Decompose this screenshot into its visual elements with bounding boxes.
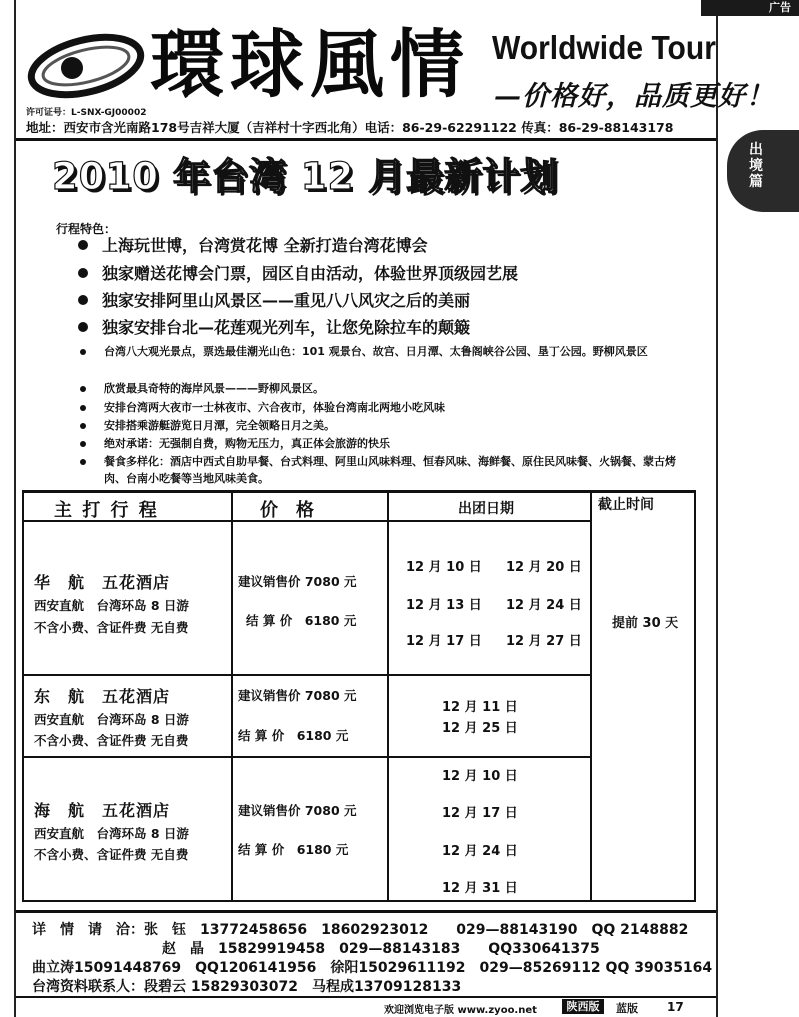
route-detail: 西安直航 台湾环岛 8 日游 [34,712,189,727]
feature-minor-item: 餐食多样化：酒店中西式自助早餐、台式料理、阿里山风味料理、恒春风味、海鲜餐、原住民风味餐、火锅餐、蒙古烤肉、台南小吃餐等当地风味美食。 [80,453,680,487]
bullet-icon [78,240,88,250]
bullet-icon [80,459,86,465]
booking-deadline: 提前 30 天 [612,616,679,631]
bullet-icon [80,349,86,355]
departure-date: 12 月 24 日 [442,844,518,859]
feature-minor-item: 欣赏最具奇特的海岸风景———野柳风景区。 [80,380,680,397]
footer-divider [16,996,716,998]
page-number: 17 [667,1000,684,1014]
feature-minor-item: 台湾八大观光景点，票选最佳潮光山色：101 观景台、故宫、日月潭、太鲁阁峡谷公园、垦丁公园。野柳风景区 [80,343,680,360]
price-settlement: 结 算 价 6180 元 [238,728,349,743]
table-header-dates: 出团日期 [458,501,514,517]
contact-line: 赵 晶 15829919458 029—88143183 QQ330641375 [162,941,600,957]
bullet-icon [80,386,86,392]
table-header-deadline: 截止时间 [598,497,654,513]
header-divider [16,138,716,141]
price-settlement: 结 算 价 6180 元 [246,613,357,628]
table-row-divider [22,756,592,758]
bullet-icon [78,268,88,278]
feature-major-item: 独家安排阿里山风景区——重见八八风灾之后的美丽 [78,291,470,311]
departure-date: 12 月 17 日 [442,806,518,821]
route-name: 华 航 五花酒店 [34,573,171,592]
route-detail: 不含小费、含证件费 无自费 [34,847,189,862]
bullet-icon [78,295,88,305]
footer-edition-box: 陕西版 [562,999,604,1014]
departure-date: 12 月 31 日 [442,881,518,896]
feature-minor-item: 安排台湾两大夜市一士林夜市、六合夜市，体验台湾南北两地小吃风味 [80,399,680,416]
bullet-icon [80,405,86,411]
departure-date: 12 月 10 日 [406,560,482,575]
route-detail: 不含小费、含证件费 无自费 [34,733,189,748]
brand-name-cn: 環球風情 [150,22,470,108]
footer-edition: 蓝版 [616,1002,638,1015]
page-border-left [14,0,16,1017]
price-suggested: 建议销售价 7080 元 [238,574,357,589]
contact-line: 曲立涛15091448769 QQ1206141956 徐阳15029611192 029—85269112 QQ 39035164 [32,960,713,976]
route-name: 东 航 五花酒店 [34,687,171,706]
bullet-icon [78,322,88,332]
departure-date: 12 月 20 日 [506,560,582,575]
table-header-price: 价 格 [260,500,314,521]
table-top-border [22,490,696,493]
brand-slogan: —价格好，品质更好！ [494,81,774,112]
route-name: 海 航 五花酒店 [34,801,171,820]
table-column-divider [590,490,592,902]
table-column-divider [231,490,233,902]
page-title: 2010 年台湾 12 月最新计划 [52,155,559,198]
contact-line: 台湾资料联系人：段碧云 15829303072 马程成13709128133 [32,979,462,995]
table-column-divider [387,490,389,902]
departure-date: 12 月 11 日 [442,700,518,715]
table-right-border [694,490,696,902]
company-address: 地址：西安市含光南路178号吉祥大厦（吉祥村十字西北角）电话：86-29-62291122 传真：86-29-88143178 [26,120,674,135]
departure-date: 12 月 13 日 [406,598,482,613]
brand-name-en: Worldwide Tour [492,30,716,67]
feature-major-item: 独家安排台北—花莲观光列车，让您免除拉车的颠簸 [78,318,470,338]
price-suggested: 建议销售价 7080 元 [238,803,357,818]
contact-line: 详 情 请 洽：张 钰 13772458656 18602923012 029—88143190 QQ 2148882 [32,922,689,938]
footer-website: 欢迎浏览电子版 www.zyoo.net [384,1005,537,1016]
contact-divider [16,910,716,913]
feature-major-item: 独家赠送花博会门票，园区自由活动，体验世界顶级园艺展 [78,264,518,284]
departure-date: 12 月 25 日 [442,721,518,736]
price-settlement: 结 算 价 6180 元 [238,842,349,857]
feature-minor-item: 绝对承诺：无强制自费，购物无压力，真正体会旅游的快乐 [80,435,680,452]
route-detail: 西安直航 台湾环岛 8 日游 [34,598,189,613]
table-left-border [22,490,24,902]
bullet-icon [80,441,86,447]
feature-minor-item: 安排搭乘游艇游览日月潭，完全领略日月之美。 [80,417,680,434]
price-suggested: 建议销售价 7080 元 [238,688,357,703]
license-number: 许可证号：L-SNX-GJ00002 [26,108,147,118]
table-row-divider [22,674,592,676]
bullet-icon [80,423,86,429]
table-bottom-border [22,900,696,902]
route-detail: 西安直航 台湾环岛 8 日游 [34,826,189,841]
feature-major-item: 上海玩世博，台湾赏花博 全新打造台湾花博会 [78,236,428,256]
globe-logo-icon [24,22,146,108]
section-tab-label: 出 境 篇 [749,142,763,190]
departure-date: 12 月 17 日 [406,634,482,649]
departure-date: 12 月 24 日 [506,598,582,613]
route-detail: 不含小费、含证件费 无自费 [34,620,189,635]
departure-date: 12 月 27 日 [506,634,582,649]
features-label: 行程特色： [56,222,117,236]
page-border-right [716,0,718,1017]
departure-date: 12 月 10 日 [442,769,518,784]
ad-tag: 广告 [701,0,799,16]
table-header-route: 主 打 行 程 [54,500,159,521]
